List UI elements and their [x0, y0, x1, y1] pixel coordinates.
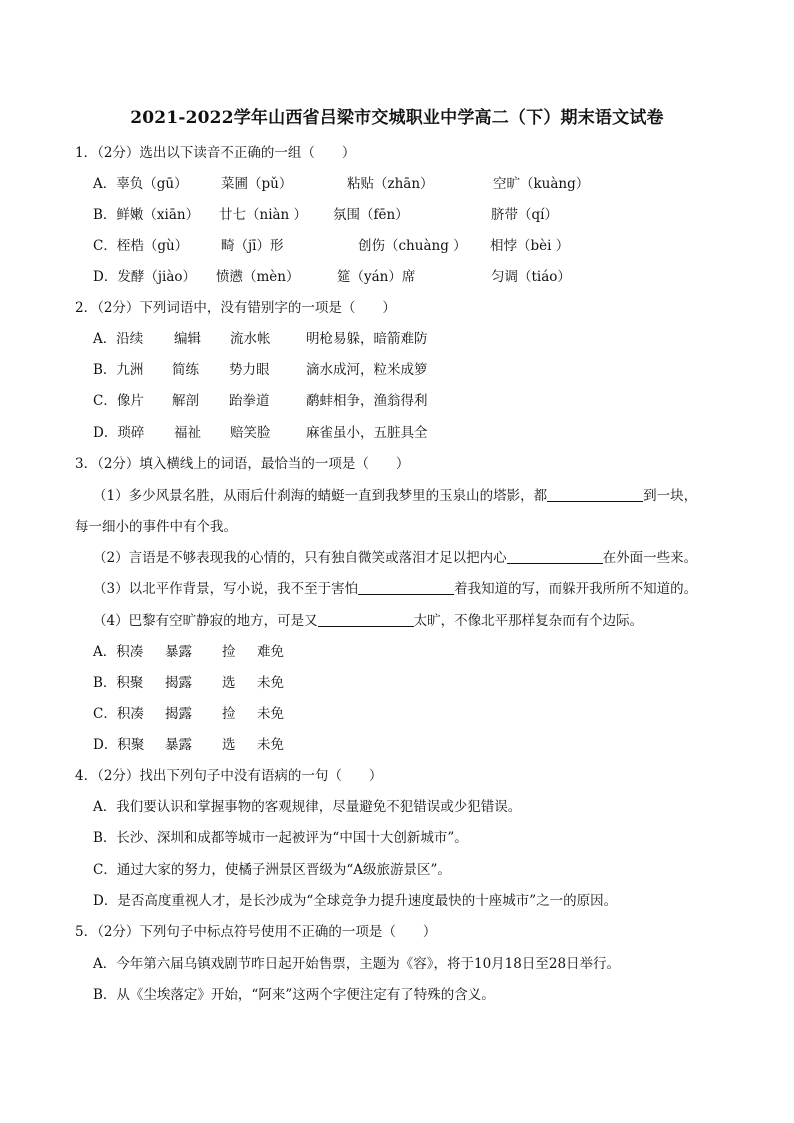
question-1-stem: 1．（2分）选出以下读音不正确的一组（ ）: [75, 145, 356, 161]
option-part: 空旷（kuàng）: [493, 176, 590, 192]
option-part: 选: [222, 675, 236, 691]
exam-title: 2021-2022学年山西省吕梁市交城职业中学高二（下）期末语文试卷: [130, 108, 664, 128]
question-3-sentence-4: [93, 612, 643, 630]
option-part: 捡: [222, 706, 236, 722]
option-part: B．积聚: [93, 675, 144, 691]
question-3-sentence-2: [93, 549, 697, 567]
option-part: A．辜负（gū）: [93, 176, 188, 192]
option-part: 明枪易躲，暗箭难防: [306, 331, 428, 347]
question-5-stem: 5．（2分）下列句子中标点符号使用不正确的一项是（ ）: [75, 924, 437, 940]
question-2-stem: 2．（2分）下列词语中，没有错别字的一项是（ ）: [75, 300, 396, 316]
option-part: 简练: [172, 362, 199, 378]
question-5-option-b: B．从《尘埃落定》开始，“阿来”这两个字便注定有了特殊的含义。: [93, 987, 495, 1003]
option-part: C．积凑: [93, 706, 144, 722]
question-3-sentence-3: [93, 580, 697, 598]
option-part: 未免: [257, 706, 284, 722]
option-part: D．发酵（jiào）: [93, 269, 197, 285]
option-part: 选: [222, 737, 236, 753]
sentence-text: （3）以北平作背景，写小说，我不至于害怕: [93, 581, 359, 597]
option-part: 捡: [222, 644, 236, 660]
option-part: 解剖: [172, 393, 199, 409]
question-3-sentence-1-cont: 每一细小的事件中有个我。: [75, 519, 237, 535]
answer-blank[interactable]: [547, 487, 643, 502]
option-part: A．积凑: [93, 644, 144, 660]
option-part: 匀调（tiáo）: [491, 269, 571, 285]
answer-blank[interactable]: [358, 580, 454, 595]
option-part: 粘贴（zhān）: [347, 176, 434, 192]
sentence-text: 着我知道的写，而躲开我所所不知道的。: [454, 581, 698, 597]
option-part: B．鲜嫩（xiān）: [93, 207, 200, 223]
question-4-option-b: B．长沙、深圳和成都等城市一起被评为“中国十大创新城市”。: [93, 830, 468, 846]
option-part: 创伤（chuàng ）: [358, 238, 467, 254]
answer-blank[interactable]: [318, 612, 414, 627]
option-part: 滴水成河，粒米成箩: [306, 362, 428, 378]
option-part: 赔笑脸: [230, 425, 271, 441]
option-part: 难免: [257, 644, 284, 660]
option-part: 畸（jī）形: [221, 238, 284, 254]
option-part: 麻雀虽小，五脏具全: [306, 425, 428, 441]
option-part: 氛围（fēn）: [333, 207, 409, 223]
option-part: 揭露: [165, 706, 192, 722]
question-4-stem: 4．（2分）找出下列句子中没有语病的一句（ ）: [75, 768, 383, 784]
option-part: 未免: [257, 737, 284, 753]
question-5-option-a: A．今年第六届乌镇戏剧节昨日起开始售票，主题为《容》，将于10月18日至28日举行。: [93, 956, 621, 972]
option-part: A．沿续: [93, 331, 144, 347]
option-part: 菜圃（pǔ）: [221, 176, 293, 192]
sentence-text: 到一块，: [643, 488, 698, 504]
option-part: D．积聚: [93, 737, 145, 753]
option-part: 未免: [257, 675, 284, 691]
option-part: 廿七（niàn ）: [219, 207, 308, 223]
option-part: 愤懑（mèn）: [216, 269, 300, 285]
option-part: 福祉: [174, 425, 201, 441]
option-part: C．桎梏（gù）: [93, 238, 189, 254]
sentence-text: （2）言语是不够表现我的心情的，只有独自微笑或落泪才足以把内心: [93, 550, 507, 566]
sentence-text: （4）巴黎有空旷静寂的地方，可是又: [93, 613, 318, 629]
sentence-text: （1）多少风景名胜，从雨后什刹海的蜻蜓一直到我梦里的玉泉山的塔影，都: [93, 488, 548, 504]
question-4-option-a: A．我们要认识和掌握事物的客观规律，尽量避免不犯错误或少犯错误。: [93, 799, 522, 815]
option-part: 脐带（qí）: [491, 207, 558, 223]
sentence-text: 在外面一些来。: [602, 550, 698, 566]
option-part: 跆拳道: [229, 393, 270, 409]
option-part: 鹬蚌相争，渔翁得利: [306, 393, 428, 409]
question-3-stem: 3．（2分）填入横线上的词语，最恰当的一项是（ ）: [75, 456, 410, 472]
option-part: D．琐碎: [93, 425, 145, 441]
option-part: 流水帐: [230, 331, 271, 347]
option-part: 筵（yán）席: [337, 269, 416, 285]
option-part: 暴露: [165, 644, 192, 660]
option-part: C．像片: [93, 393, 144, 409]
question-3-sentence-1: [93, 487, 697, 505]
option-part: 相悖（bèi ）: [490, 238, 570, 254]
option-part: 揭露: [165, 675, 192, 691]
option-part: B．九洲: [93, 362, 144, 378]
answer-blank[interactable]: [507, 549, 603, 564]
option-part: 编辑: [174, 331, 201, 347]
option-part: 势力眼: [229, 362, 270, 378]
question-4-option-c: C．通过大家的努力，使橘子洲景区晋级为“A级旅游景区”。: [93, 862, 451, 878]
option-part: 暴露: [165, 737, 192, 753]
question-4-option-d: D．是否高度重视人才，是长沙成为“全球竞争力提升速度最快的十座城市”之一的原因。: [93, 893, 618, 909]
sentence-text: 太旷，不像北平那样复杂而有个边际。: [413, 613, 644, 629]
